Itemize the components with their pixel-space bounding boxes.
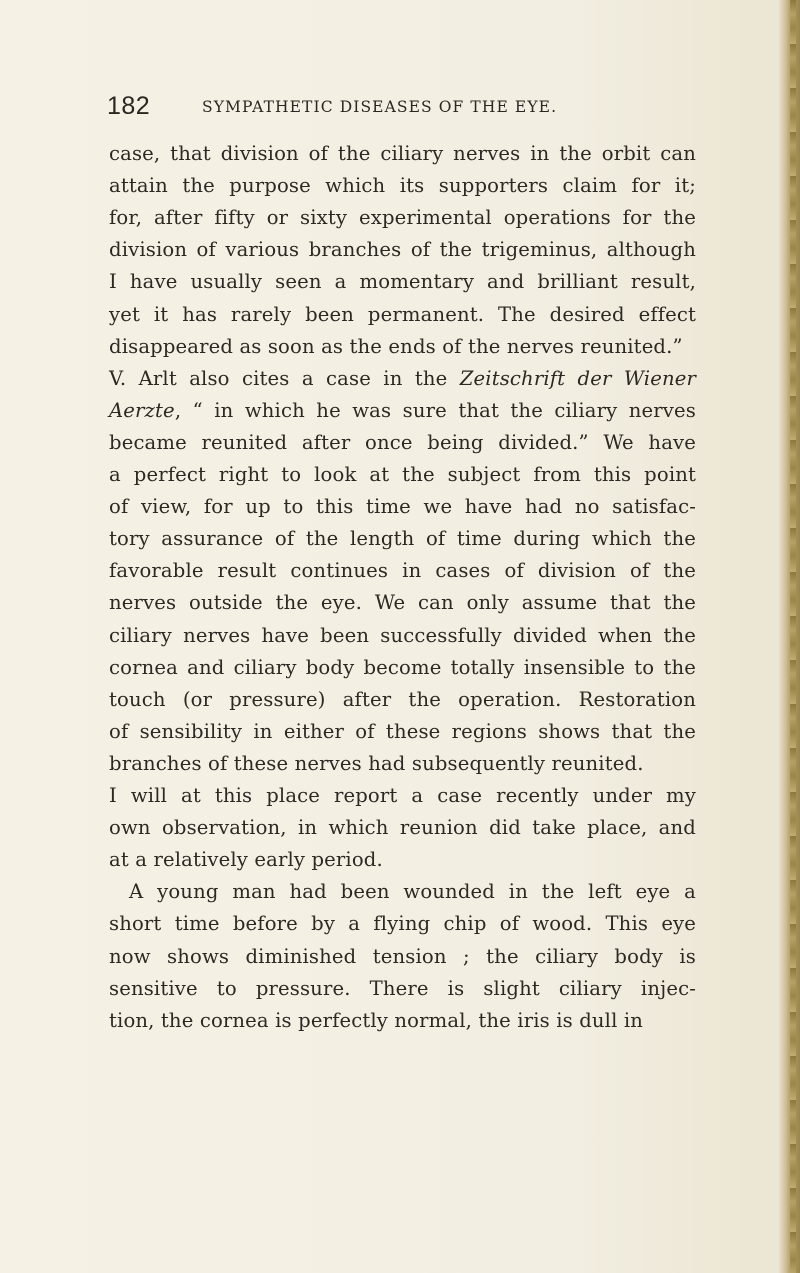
text-run: tory assurance of the length of time during which the [109,527,696,551]
text-run: sensitive to pressure. There is slight ciliary injec- [109,976,696,1000]
italic-text: Zeitschrift der Wiener [459,366,696,390]
page-edge-shadow [778,0,800,1273]
text-run: now shows diminished tension ; the ciliary body is [109,944,697,968]
text-line [109,335,683,359]
page-edge-band [790,0,796,1273]
italic-text: Aerzte [109,398,175,422]
text-run: ciliary nerves have been successfully divided when the [109,623,696,647]
running-title: SYMPATHETIC DISEASES OF THE EYE. [202,98,558,116]
text-line [109,463,696,487]
text-run: attain the purpose which its supporters claim for it; [109,174,696,198]
text-line [109,688,696,712]
text-line [109,142,696,166]
text-run: yet it has rarely been permanent. The desired effect [109,302,697,326]
text-line [129,880,696,904]
text-line [109,270,696,294]
text-run: own observation, in which reunion did take place, and [109,816,696,840]
text-run: nerves outside the eye. We can only assume that the [109,591,696,615]
text-line [109,752,644,776]
text-run: V. Arlt also cites a case in the [109,366,460,390]
text-run: A young man had been wounded in the left eye a [129,880,696,904]
text-run: tion, the cornea is perfectly normal, the iris is dull in [109,1008,644,1032]
text-line [109,720,696,744]
text-run: branches of these nerves had subsequently reunited. [109,751,644,775]
text-line [109,848,383,872]
text-line [109,912,696,936]
text-run: for, after fifty or sixty experimental operations for the [109,206,696,230]
text-line [109,303,696,327]
text-run: a perfect right to look at the subject from this point [109,463,697,486]
text-line [109,527,696,551]
page-number: 182 [107,92,151,120]
text-run: became reunited after once being divided.” We have [109,430,696,454]
text-line [109,816,696,840]
text-run: of sensibility in either of these regions shows that the [109,719,696,743]
text-run: short time before by a flying chip of wood. This eye [109,912,697,936]
text-line [109,624,696,648]
text-line [109,495,696,519]
text-line [109,206,696,230]
text-run: disappeared as soon as the ends of the nerves reunited.” [109,334,683,358]
page-header [107,92,687,126]
text-line [109,431,696,455]
text-run: cornea and ciliary body become totally insensible to the [109,655,696,679]
text-run: case, that division of the ciliary nerves in the orbit can [109,142,696,165]
text-line [109,174,696,198]
text-line [109,656,696,680]
text-run: division of various branches of the trigeminus, although [109,238,696,262]
text-line [109,784,696,808]
text-line [109,945,696,969]
text-line [109,399,696,423]
text-run: at a relatively early period. [109,848,383,872]
text-line [109,977,696,1001]
text-run: I have usually seen a momentary and brilliant result, [109,270,696,294]
text-run: touch (or pressure) after the operation. Restoration [109,687,696,711]
text-line [109,238,696,262]
text-run: favorable result continues in cases of division of the [109,559,696,583]
text-run: , “ in which he was sure that the ciliary nerves [174,398,696,422]
text-run: I will at this place report a case recently under my [109,784,697,807]
text-line [109,1009,643,1033]
text-line [109,367,696,391]
text-line [109,591,696,615]
text-line [109,559,696,583]
text-run: of view, for up to this time we have had no satisfac- [109,495,696,519]
